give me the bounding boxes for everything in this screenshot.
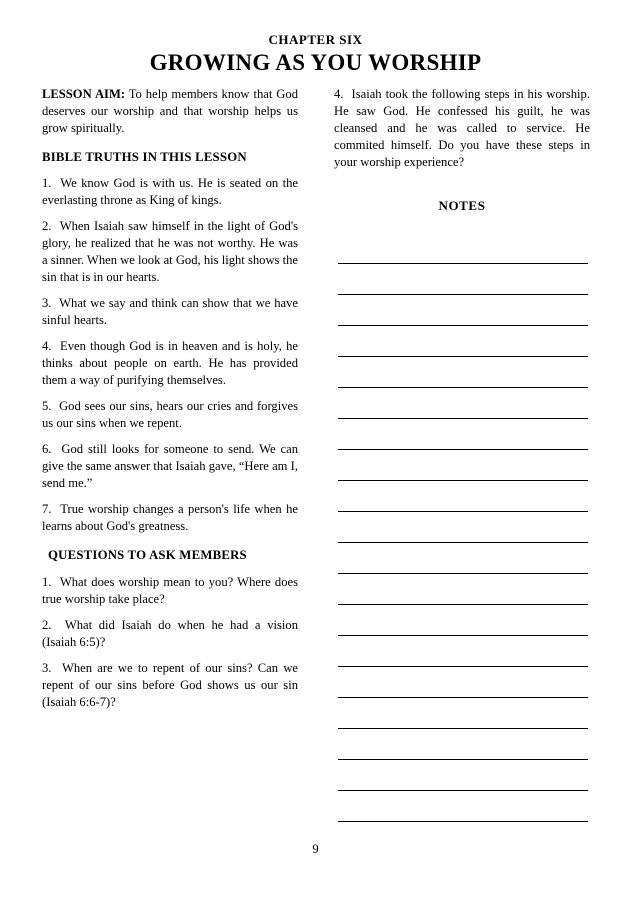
bible-truth-item <box>42 501 298 535</box>
questions-heading: QUESTIONS TO ASK MEMBERS <box>48 548 247 563</box>
lesson-aim-label: LESSON AIM: <box>42 87 126 101</box>
left-column <box>42 86 298 720</box>
note-line[interactable] <box>338 326 588 357</box>
note-line[interactable] <box>338 636 588 667</box>
note-line[interactable] <box>338 605 588 636</box>
list-number: 4. <box>42 339 52 354</box>
list-text: True worship changes a person's life when he learns about God's greatness. <box>42 502 298 534</box>
list-number: 2. <box>42 219 52 234</box>
notes-lines <box>334 233 590 822</box>
list-text: God still looks for someone to send. We can give the same answer that Isaiah gave, “Here am I, send me.” <box>42 442 299 491</box>
list-number: 2. <box>42 617 52 632</box>
note-line[interactable] <box>338 481 588 512</box>
note-line[interactable] <box>338 512 588 543</box>
list-text: When are we to repent of our sins? Can we repent of our sins before God shows us our sin (Isaiah 6:6-7)? <box>42 660 298 709</box>
question-item <box>334 86 590 171</box>
page-number: 9 <box>312 842 319 856</box>
bible-truth-item <box>42 338 298 389</box>
list-number: 5. <box>42 399 52 414</box>
chapter-label: CHAPTER SIX <box>268 32 363 47</box>
list-text: Isaiah took the following steps in his worship. He saw God. He confessed his guilt, he was cleansed and he was called to service. He commited himself. Do you have these steps in your worship experience? <box>334 87 591 169</box>
list-text: What we say and think can show that we have sinful hearts. <box>42 296 299 328</box>
list-text: What did Isaiah do when he had a vision (Isaiah 6:5)? <box>42 617 298 649</box>
bible-truth-item <box>42 218 298 286</box>
note-line[interactable] <box>338 357 588 388</box>
bible-truth-item <box>42 295 298 329</box>
list-number: 3. <box>42 296 52 311</box>
bible-truth-item <box>42 175 298 209</box>
right-column <box>334 86 590 822</box>
question-item <box>42 617 298 651</box>
note-line[interactable] <box>338 543 588 574</box>
note-line[interactable] <box>338 791 588 822</box>
note-line[interactable] <box>338 295 588 326</box>
list-text: Even though God is in heaven and is holy, he thinks about people on earth. He has provided them a way of purifying themselves. <box>42 339 299 388</box>
note-line[interactable] <box>338 388 588 419</box>
note-line[interactable] <box>338 419 588 450</box>
note-line[interactable] <box>338 233 588 264</box>
list-number: 6. <box>42 442 52 457</box>
question-item <box>42 660 298 711</box>
note-line[interactable] <box>338 264 588 295</box>
list-text: When Isaiah saw himself in the light of God's glory, he realized that he was not worthy. He was a sinner. When we look at God, his light shows the sin that is in our hearts. <box>42 219 299 285</box>
note-line[interactable] <box>338 450 588 481</box>
page-title: GROWING AS YOU WORSHIP <box>149 50 482 75</box>
list-text: God sees our sins, hears our cries and forgives us our sins when we repent. <box>42 399 299 431</box>
list-text: What does worship mean to you? Where does true worship take place? <box>42 574 299 606</box>
note-line[interactable] <box>338 760 588 791</box>
note-line[interactable] <box>338 698 588 729</box>
bible-truths-heading: BIBLE TRUTHS IN THIS LESSON <box>42 150 247 164</box>
lesson-aim-text: To help members know that God deserves our worship and that worship helps us grow spiritually. <box>42 87 298 135</box>
note-line[interactable] <box>338 667 588 698</box>
lesson-aim-paragraph <box>42 86 298 137</box>
notes-heading: NOTES <box>438 198 486 213</box>
list-number: 7. <box>42 502 52 517</box>
note-line[interactable] <box>338 574 588 605</box>
bible-truth-item <box>42 441 298 492</box>
list-number: 1. <box>42 574 52 589</box>
question-item <box>42 574 298 608</box>
list-number: 1. <box>42 176 52 191</box>
list-text: We know God is with us. He is seated on the everlasting throne as King of kings. <box>42 176 299 208</box>
two-column-body <box>42 86 590 822</box>
list-number: 4. <box>334 87 344 101</box>
list-number: 3. <box>42 660 52 675</box>
bible-truth-item <box>42 398 298 432</box>
note-line[interactable] <box>338 729 588 760</box>
